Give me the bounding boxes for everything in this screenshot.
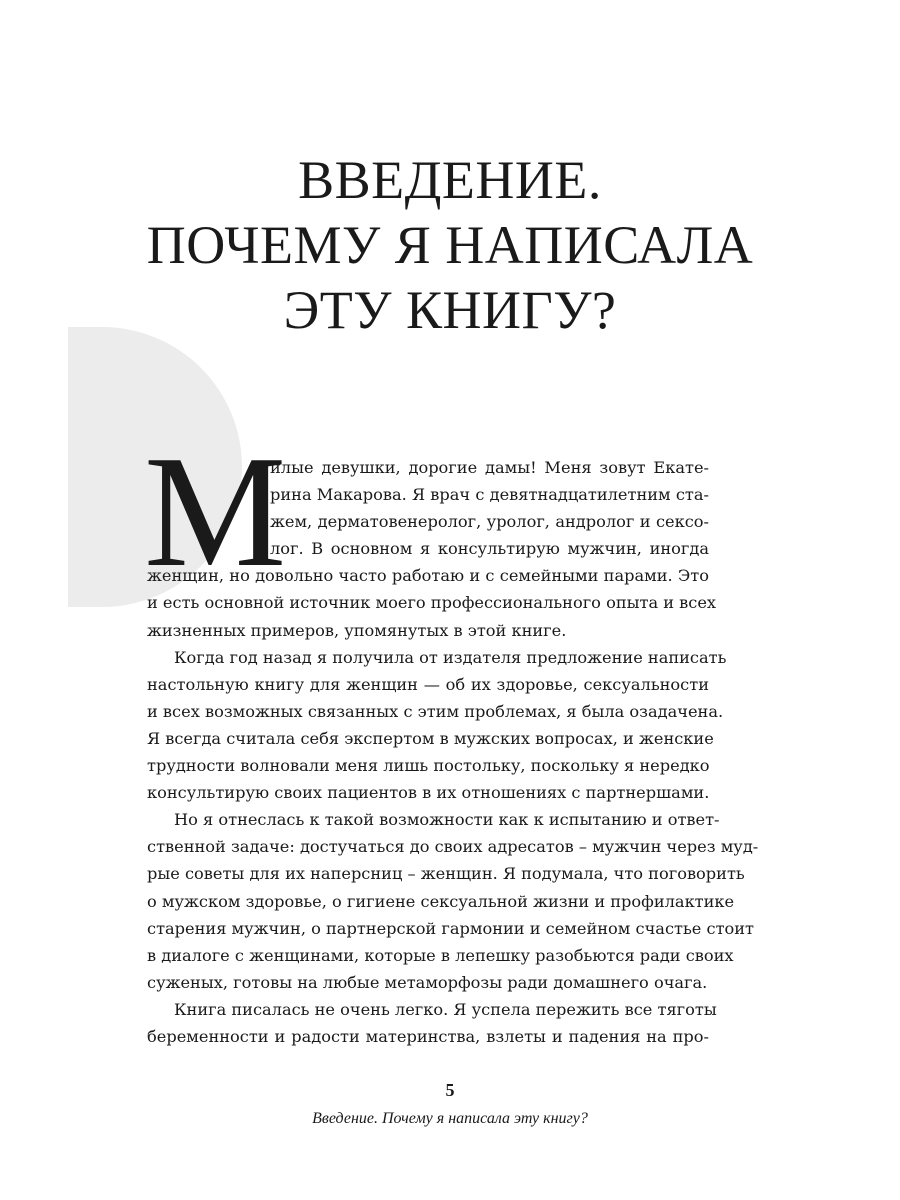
text-line: в диалоге с женщинами, которые в лепешку разобьются ради своих (147, 945, 734, 965)
text-line: женщин, но довольно часто работаю и с семейными парами. Это (147, 566, 709, 586)
text-line: консультирую своих пациентов в их отношениях с партнершами. (147, 783, 710, 803)
text-line: рина Макарова. Я врач с девятнадцатилетним ста- (270, 485, 709, 505)
text-line: и есть основной источник моего профессионального опыта и всех (147, 593, 717, 613)
chapter-title-line: ПОЧЕМУ Я НАПИСАЛА (146, 215, 754, 275)
text-line: и всех возможных связанных с этим проблемах, я была озадачена. (147, 701, 724, 721)
text-line: настольную книгу для женщин — об их здоровье, сексуальности (147, 674, 709, 694)
text-line: Когда год назад я получила от издателя предложение написать (174, 647, 727, 667)
chapter-title-line: ЭТУ КНИГУ? (283, 280, 617, 340)
text-line: Книга писалась не очень легко. Я успела пережить все тяготы (174, 999, 717, 1019)
body-text (147, 454, 759, 1050)
running-footer: Введение. Почему я написала эту книгу? (312, 1110, 588, 1127)
text-line: рые советы для их наперсниц – женщин. Я подумала, что поговорить (147, 864, 745, 884)
drop-cap-letter: М (144, 422, 287, 600)
text-line: старения мужчин, о партнерской гармонии и семейном счастье стоит (147, 918, 755, 938)
text-line: Но я отнеслась к такой возможности как к испытанию и ответ- (174, 810, 720, 830)
text-line: жем, дерматовенеролог, уролог, андролог и сексо- (270, 512, 709, 532)
text-line: трудности волновали меня лишь постольку, поскольку я нередко (147, 756, 710, 776)
chapter-title (0, 148, 900, 343)
paragraph (147, 806, 759, 996)
page-number: 5 (445, 1080, 455, 1100)
text-line: беременности и радости материнства, взлеты и падения на про- (147, 1026, 709, 1046)
chapter-title-line: ВВЕДЕНИЕ. (298, 150, 602, 210)
text-line: лог. В основном я консультирую мужчин, иногда (270, 539, 709, 559)
text-line: Я всегда считала себя экспертом в мужских вопросах, и женские (147, 728, 714, 748)
text-line: суженых, готовы на любые метаморфозы ради домашнего очага. (147, 972, 708, 992)
paragraph (147, 454, 717, 644)
paragraph (147, 996, 717, 1050)
text-line: ственной задаче: достучаться до своих адресатов – мужчин через муд- (147, 837, 759, 857)
text-line: о мужском здоровье, о гигиене сексуальной жизни и профилактике (147, 891, 735, 911)
text-line: жизненных примеров, упомянутых в этой книге. (147, 620, 567, 640)
text-line: илые девушки, дорогие дамы! Меня зовут Екате- (270, 458, 709, 477)
paragraph (147, 644, 727, 807)
